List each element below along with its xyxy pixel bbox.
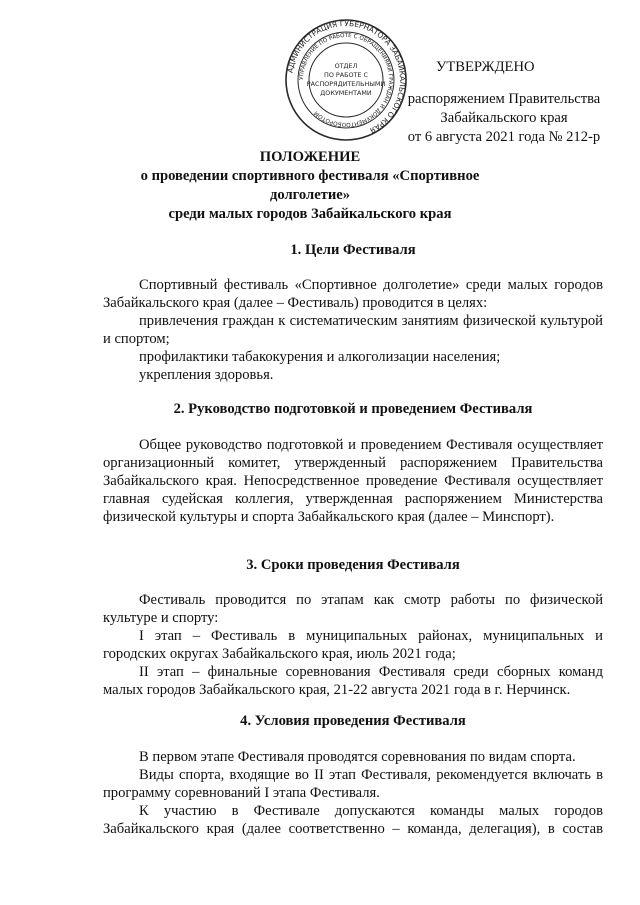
paragraph: Фестиваль проводится по этапам как смотр работы по физической культуре и спорту: (103, 592, 603, 626)
stamp-center-text (307, 62, 386, 97)
approval-block (388, 58, 620, 146)
paragraph: Общее руководство подготовкой и проведением Фестиваля осуществляет организационный комитет, утвержденный распоряжением Правительства Забайкальского края. Непосредственное проведение Фестиваля осуществляет главная судейская коллегия, утвержденная распоряжением Министерства физической культуры и спорта Забайкальского края (далее – Минспорт). (103, 437, 603, 525)
paragraph: В первом этапе Фестиваля проводятся соревнования по видам спорта. (139, 749, 576, 765)
approval-line-3: от 6 августа 2021 года № 212-р (407, 129, 601, 145)
section-heading: 2. Руководство подготовкой и проведением Фестиваля (173, 401, 533, 417)
stamp-ring-outer-text: АДМИНИСТРАЦИЯ ГУБЕРНАТОРА ЗАБАЙКАЛЬСКОГО КРАЯ (285, 18, 408, 135)
paragraph: I этап – Фестиваль в муниципальных районах, муниципальных и городских округах Забайкальского края, июль 2021 года; (103, 628, 603, 662)
section-management (103, 400, 603, 526)
approval-heading: УТВЕРЖДЕНО (436, 59, 535, 75)
section-heading: 3. Сроки проведения Фестиваля (246, 557, 460, 573)
document-title (100, 148, 520, 224)
paragraph: К участию в Фестивале допускаются команды малых городов Забайкальского края (далее соответственно – команда, делегация), в состав (103, 803, 603, 837)
paragraph: укрепления здоровья. (139, 367, 274, 383)
svg-text:ДОКУМЕНТАМИ: ДОКУМЕНТАМИ (320, 89, 372, 97)
paragraph: привлечения граждан к систематическим занятиям физической культурой и спортом; (103, 313, 603, 347)
stamp-ring-inner-text: УПРАВЛЕНИЕ ПО РАБОТЕ С ОБРАЩЕНИЯМИ ГРАЖДАН И ДОКУМЕНТООБОРОТОМ (298, 32, 394, 128)
approval-line-2: Забайкальского края (440, 110, 568, 126)
paragraph: Виды спорта, входящие во II этап Фестиваля, рекомендуется включать в программу соревнований I этапа Фестиваля. (103, 767, 603, 801)
approval-line-1: распоряжением Правительства (407, 91, 601, 107)
section-heading: 1. Цели Фестиваля (290, 242, 416, 258)
title-line-2: о проведении спортивного фестиваля «Спортивное долголетие» (140, 168, 480, 203)
section-goals (103, 241, 603, 384)
section-heading: 4. Условия проведения Фестиваля (240, 713, 466, 729)
paragraph: II этап – финальные соревнования Фестиваля среди сборных команд малых городов Забайкальского края, 21-22 августа 2021 года в г. Нерчинск. (103, 664, 603, 698)
svg-text:ПО РАБОТЕ С: ПО РАБОТЕ С (324, 71, 368, 79)
svg-text:РАСПОРЯДИТЕЛЬНЫМИ: РАСПОРЯДИТЕЛЬНЫМИ (306, 80, 386, 88)
title-line-1: ПОЛОЖЕНИЕ (259, 149, 361, 165)
svg-text:ОТДЕЛ: ОТДЕЛ (334, 62, 358, 70)
paragraph: Спортивный фестиваль «Спортивное долголетие» среди малых городов Забайкальского края (далее – Фестиваль) проводится в целях: (103, 277, 603, 311)
section-dates (103, 556, 603, 699)
section-conditions (103, 712, 603, 838)
paragraph: профилактики табакокурения и алкоголизации населения; (139, 349, 501, 365)
title-line-3: среди малых городов Забайкальского края (168, 206, 452, 222)
